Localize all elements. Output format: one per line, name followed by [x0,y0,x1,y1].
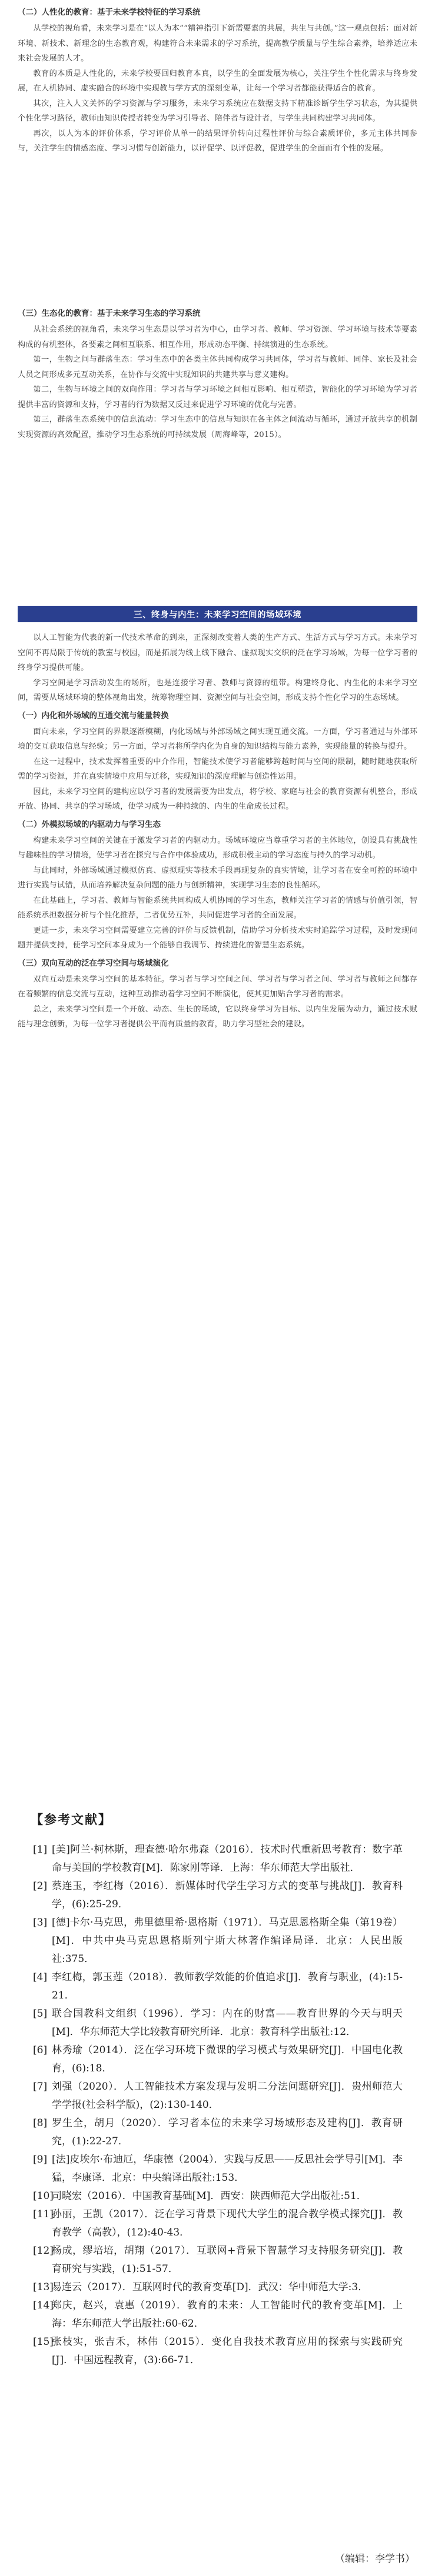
body-paragraph: 学习空间是学习活动发生的场所，也是连接学习者、教师与资源的纽带。构建终身化、内生化的未来学习空间，需要从场域环境的整体视角出发，统筹物理空间、资源空间与社会空间，形成支持个性化学习的生态场域。 [18,678,417,702]
reference-item [33,2187,403,2205]
reference-item [33,2333,403,2370]
body-paragraph: 第二，生物与环境之间的双向作用：学习者与学习环境之间相互影响、相互塑造，智能化的学习环境为学习者提供丰富的资源和支持，学习者的行为数据又反过来促进学习环境的优化与完善。 [18,385,417,409]
reference-number: [5] [33,2008,48,2020]
editor-credit: （编辑：李学书） [335,2553,415,2565]
reference-text: 林秀瑜（2014）．泛在学习环境下微课的学习模式与效果研究[J]．中国电化教育，(6):18． [52,2044,403,2074]
section-banner [18,606,417,622]
body-paragraph: 在此基础上，学习者、教师与智能系统共同构成人机协同的学习生态，教师关注学习者的情感与价值引领，智能系统承担数据分析与个性化推荐，二者优势互补，共同促进学习者的全面发展。 [18,896,417,920]
section-heading: （三）生态化的教育：基于未来学习生态的学习系统 [18,309,201,318]
reference-text: 孙丽，王凯（2017）．泛在学习背景下现代大学生的混合教学模式探究[J]．教育教学（高教），(12):40-43． [52,2208,403,2238]
reference-number: [12] [33,2245,54,2257]
reference-item [33,1877,403,1914]
reference-item [33,2041,403,2078]
reference-number: [3] [33,1917,48,1928]
reference-text: 郑庆，赵兴，袁惠（2019）．教育的未来：人工智能时代的教育变革[M]．上海：华东师范大学出版社:60-62． [52,2300,403,2330]
body-paragraph: 第三，群落生态系统中的信息流动：学习生态中的信息与知识在各主体之间流动与循环，通过开放共享的机制实现资源的高效配置，推动学习生态系统的可持续发展（周海峰等，2015）。 [18,415,417,439]
body-paragraph: 总之，未来学习空间是一个开放、动态、生长的场域，它以终身学习为目标、以内生发展为动力，通过技术赋能与理念创新，为每一位学习者提供公平而有质量的教育，助力学习型社会的建设。 [18,1005,417,1029]
reference-text: 蔡连玉，李红梅（2016）．新媒体时代学生学习方式的变革与挑战[J]．教育科学，(6):25-29． [52,1880,403,1910]
reference-item [33,1914,403,1968]
reference-number: [1] [33,1844,48,1856]
reference-number: [7] [33,2081,48,2093]
body-paragraph: 在这一过程中，技术发挥着重要的中介作用，智能技术使学习者能够跨越时间与空间的限制，随时随地获取所需的学习资源，并在真实情境中应用与迁移，实现知识的深度理解与创造性运用。 [18,757,417,781]
reference-item [33,2005,403,2041]
reference-item [33,1968,403,2005]
body-paragraph: 从社会系统的视角看，未来学习生态是以学习者为中心，由学习者、教师、学习资源、学习环境与技术等要素构成的有机整体，各要素之间相互联系、相互作用，形成动态平衡、持续演进的生态系统。 [18,325,417,349]
reference-text: [法]皮埃尔·布迪厄，华康德（2004）．实践与反思——反思社会学导引[M]．李猛，李康译．北京：中央编译出版社:153． [52,2154,403,2184]
reference-number: [13] [33,2281,54,2293]
reference-text: 张枝实，张吉禾，林伟（2015）．变化自我技术教育应用的探索与实践研究[J]．中国远程教育，(3):66-71． [52,2336,403,2366]
reference-item [33,2205,403,2242]
reference-text: 司晓宏（2016）．中国教育基础[M]．西安：陕西师范大学出版社:51． [52,2190,367,2202]
subsection-heading: （一）内化和外场域的互通交流与能量转换 [18,710,169,720]
reference-number: [11] [33,2208,54,2220]
reference-text: 联合国教科文组织（1996）．学习：内在的财富——教育世界的今天与明天[M]．华东师范大学比较教育研究所译．北京：教育科学出版社:12． [52,2008,403,2038]
body-paragraph: 第一，生物之间与群落生态：学习生态中的各类主体共同构成学习共同体，学习者与教师、同伴、家长及社会人员之间形成多元互动关系，在协作与交流中实现知识的共建共享与意义建构。 [18,355,417,379]
section-heading: （二）人性化的教育：基于未来学校特征的学习系统 [18,8,201,17]
subsection-heading: （二）外模拟场域的内驱动力与学习生态 [18,819,161,829]
reference-number: [4] [33,1971,48,1983]
reference-item [33,1841,403,1877]
reference-number: [8] [33,2117,48,2129]
references-title: 【参考文献】 [31,1813,112,1827]
reference-item [33,2114,403,2151]
body-paragraph: 以人工智能为代表的新一代技术革命的到来，正深刻改变着人类的生产方式、生活方式与学习方式。未来学习空间不再局限于传统的教室与校园，而是拓展为线上线下融合、虚拟现实交织的泛在学习场域，为每一位学习者的终身学习提供可能。 [18,633,417,672]
body-paragraph: 与此同时，外部场域通过模拟仿真、虚拟现实等技术手段再现复杂的真实情境，让学习者在安全可控的环境中进行实践与试错，从而培养解决复杂问题的能力与创新精神，实现学习生态的良性循环。 [18,866,417,890]
reference-text: 罗生全，胡月（2020）．学习者本位的未来学习场域形态及建构[J]．教育研究，(1):22-27． [52,2117,403,2147]
body-paragraph: 面向未来，学习空间的界限逐渐模糊，内化场域与外部场域之间实现互通交流。一方面，学习者通过与外部环境的交互获取信息与经验；另一方面，学习者将所学内化为自身的知识结构与能力素养，实现能量的转换与提升。 [18,727,417,751]
reference-number: [6] [33,2044,48,2056]
reference-number: [2] [33,1880,48,1892]
reference-text: [德]卡尔·马克思，弗里德里希·恩格斯（1971）．马克思恩格斯全集（第19卷）[M]．中共中央马克思恩格斯列宁斯大林著作编译局译．北京：人民出版社:375． [52,1917,403,1965]
reference-text: 李红梅，郭玉莲（2018）．教师教学效能的价值追求[J]．教育与职业，(4):15-21． [52,1971,403,2001]
reference-text: 刘强（2020）．人工智能技术方案发现与发明二分法问题研究[J]．贵州师范大学学报(社会科学版)，(2):130-140． [52,2081,403,2111]
body-paragraph: 因此，未来学习空间的建构应以学习者的发展需要为出发点，将学校、家庭与社会的教育资源有机整合，形成开放、协同、共享的学习场域，使学习成为一种持续的、内生的生命成长过程。 [18,787,417,811]
reference-text: 杨成，缪培培，胡翔（2017）．互联网+背景下智慧学习支持服务研究[J]．教育研究与实践，(1):51-57． [52,2245,403,2275]
reference-number: [14] [33,2300,54,2311]
reference-item [33,2297,403,2333]
body-paragraph: 其次，注入人文关怀的学习资源与学习服务，未来学习系统应在数据支持下精准诊断学生学习状态，为其提供个性化学习路径，教师由知识传授者转变为学习引导者、陪伴者与设计者，与学生共同构建学习共同体。 [18,99,417,123]
body-paragraph: 更进一步，未来学习空间需要建立完善的评价与反馈机制，借助学习分析技术实时追踪学习过程，及时发现问题并提供支持，使学习空间本身成为一个能够自我调节、持续进化的智慧生态系统。 [18,926,417,950]
banner-title: 三、终身与内生：未来学习空间的场域环境 [134,610,301,620]
references-list [33,1841,403,2370]
section-learning-space [18,630,417,1032]
body-paragraph: 双向互动是未来学习空间的基本特征。学习者与学习空间之间、学习者与学习者之间、学习者与教师之间都存在着频繁的信息交流与互动，这种互动推动着学习空间不断演化，使其更加贴合学习者的需求。 [18,975,417,999]
body-paragraph: 教育的本质是人性化的，未来学校要回归教育本真，以学生的全面发展为核心，关注学生个性化需求与终身发展，在人机协同、虚实融合的环境中实现教与学方式的深刻变革，让每一个学习者都能获得适合的教育。 [18,69,417,93]
section-ecological-education [18,306,417,442]
reference-item [33,2078,403,2114]
subsection-heading: （三）双向互动的泛在学习空间与场域演化 [18,958,169,968]
reference-number: [9] [33,2154,48,2165]
reference-text: [美]阿兰·柯林斯，理查德·哈尔弗森（2016）．技术时代重新思考教育：数字革命与美国的学校教育[M]．陈家刚等译．上海：华东师范大学出版社． [52,1844,403,1874]
body-paragraph: 从学校的视角看，未来学习是在“以人为本”“精神指引下新需要素的共展，共生与共创。”这一观点包括：面对新环境、新技术、新理念的生态教育观，构建符合未来需求的学习系统，提高教学质量与学生综合素养，培养适应未来社会发展的人才。 [18,24,417,63]
reference-number: [10] [33,2190,54,2202]
reference-number: [15] [33,2336,54,2348]
reference-text: 易连云（2017）．互联网时代的教育变革[D]．武汉：华中师范大学:3． [52,2281,368,2293]
section-personalized-education [18,5,417,156]
reference-item [33,2242,403,2278]
reference-item [33,2278,403,2297]
reference-item [33,2151,403,2187]
body-paragraph: 再次，以人为本的评价体系，学习评价从单一的结果评价转向过程性评价与综合素质评价，多元主体共同参与，关注学生的情感态度、学习习惯与创新能力，以评促学、以评促教，促进学生的全面而有个性的发展。 [18,129,417,153]
body-paragraph: 构建未来学习空间的关键在于激发学习者的内驱动力。场域环境应当尊重学习者的主体地位，创设具有挑战性与趣味性的学习情境，使学习者在探究与合作中体验成功，形成积极主动的学习态度与持久的学习动机。 [18,836,417,860]
